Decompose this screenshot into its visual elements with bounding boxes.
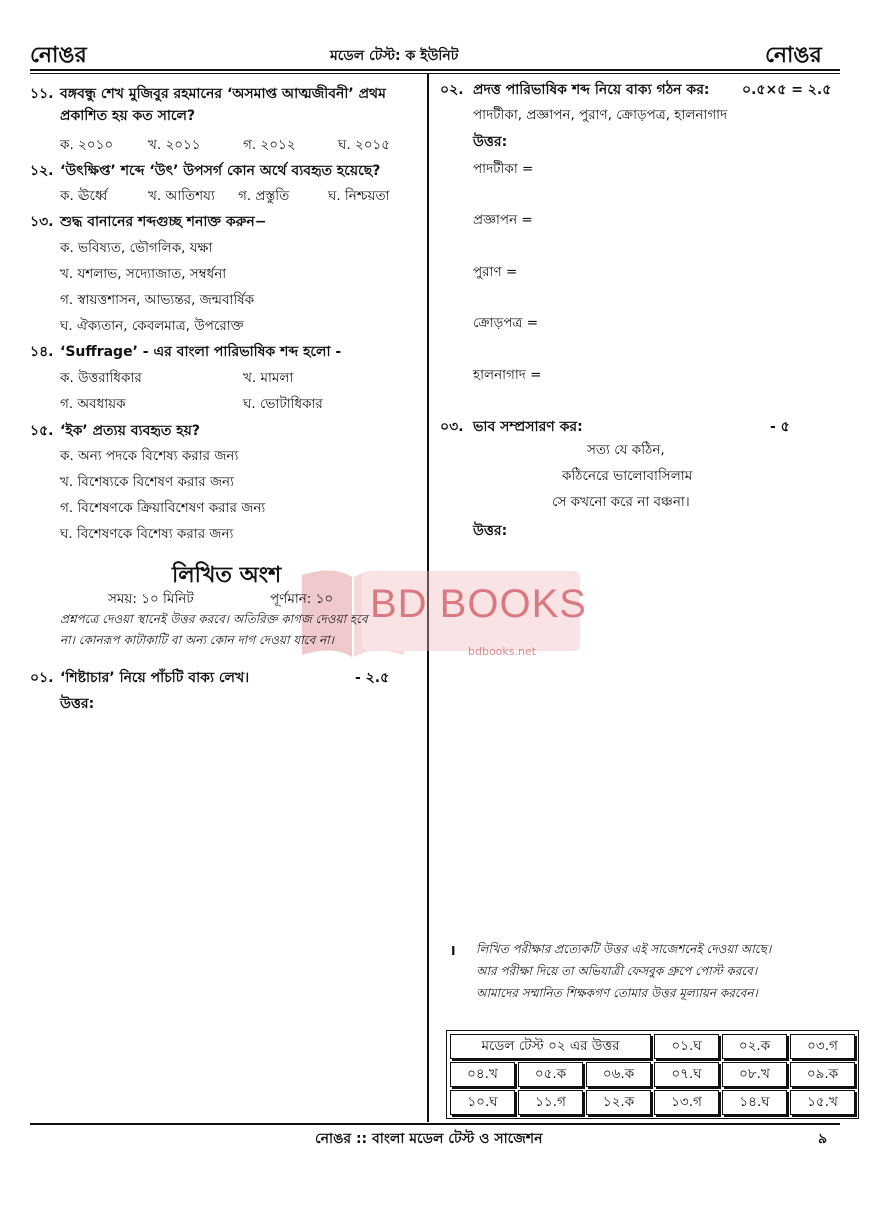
term-line: পাদটীকা = xyxy=(473,161,534,177)
question-number: ০৩. xyxy=(440,419,464,435)
option: খ. যশলাভ, সদ্যোজাত, সম্বর্ধনা xyxy=(60,266,227,282)
option: ঘ. নিশ্চয়তা xyxy=(328,188,390,204)
answer-cell: ১১.গ xyxy=(518,1090,583,1115)
footer-rule xyxy=(30,1123,840,1125)
answer-label: উত্তর: xyxy=(473,134,508,150)
poem-line: কঠিনেরে ভালোবাসিলাম xyxy=(562,468,693,484)
question-number: ১৩. xyxy=(30,214,54,230)
answer-cell: ০১.ঘ xyxy=(654,1034,719,1059)
written-time: সময়: ১০ মিনিট xyxy=(108,591,194,607)
note-line: আমাদের সম্মানিত শিক্ষকগণ তোমার উত্তর মূল্যায়ন করবেন। xyxy=(476,986,758,1000)
question-number: ১৫. xyxy=(30,423,54,439)
question-marks: - ২.৫ xyxy=(355,670,390,686)
answer-cell: ০৬.ক xyxy=(586,1062,651,1087)
header-rule xyxy=(30,69,840,71)
header-rule-thin xyxy=(30,73,840,74)
written-instruction-cont: না। কোনরূপ কাটাকাটি বা অন্য কোন দাগ দেওয়া যাবে না। xyxy=(60,633,334,647)
option: ক. ঊর্ধ্বে xyxy=(60,188,108,204)
footer-text: নোঙর :: বাংলা মডেল টেস্ট ও সাজেশন xyxy=(315,1131,543,1147)
answer-cell: ১২.ক xyxy=(586,1090,651,1115)
question-number: ০২. xyxy=(440,82,464,98)
written-section-heading: লিখিত অংশ xyxy=(172,563,282,588)
question-text: ‘ইক’ প্রত্যয় ব্যবহৃত হয়? xyxy=(60,423,200,439)
question-text: ‘Suffrage’ - এর বাংলা পারিভাষিক শব্দ হলো - xyxy=(60,344,342,360)
option: ক. ভবিষ্যত, ভৌগলিক, যক্ষা xyxy=(60,240,213,256)
question-marks: ০.৫×৫ = ২.৫ xyxy=(742,82,832,98)
question-number: ০১. xyxy=(30,670,54,686)
written-instruction: প্রশ্নপত্রে দেওয়া স্থানেই উত্তর করবে। অতিরিক্ত কাগজ দেওয়া হবে xyxy=(60,612,368,626)
option: খ. আতিশয্য xyxy=(148,188,215,204)
question-text: বঙ্গবন্ধু শেখ মুজিবুর রহমানের ‘অসমাপ্ত আত্মজীবনী’ প্রথম xyxy=(60,86,386,102)
option: ক. অন্য পদকে বিশেষ্য করার জন্য xyxy=(60,448,239,464)
answer-cell: ১০.ঘ xyxy=(450,1090,515,1115)
poem-line: সে কখনো করে না বঞ্চনা। xyxy=(552,494,690,510)
option: খ. মামলা xyxy=(243,370,294,386)
term-list: পাদটীকা, প্রজ্ঞাপন, পুরাণ, ক্রোড়পত্র, হালনাগাদ xyxy=(473,107,728,123)
logo-right: নোঙর xyxy=(765,42,822,68)
question-text: ভাব সম্প্রসারণ কর: xyxy=(473,419,583,435)
logo-left: নোঙর xyxy=(30,42,87,68)
option: খ. বিশেষ্যকে বিশেষণ করার জন্য xyxy=(60,474,234,490)
answer-cell: ১৪.ঘ xyxy=(722,1090,787,1115)
option: গ. ২০১২ xyxy=(243,137,296,153)
option: গ. অবধায়ক xyxy=(60,396,126,412)
answer-label: উত্তর: xyxy=(60,696,95,712)
answer-cell: ০২.ক xyxy=(722,1034,787,1059)
answer-cell: ১৫.খ xyxy=(790,1090,855,1115)
watermark-text: BD BOOKS xyxy=(370,582,587,626)
answer-cell: ১৩.গ xyxy=(654,1090,719,1115)
page-number: ৯ xyxy=(818,1131,828,1147)
option: ক. উত্তরাধিকার xyxy=(60,370,142,386)
page-header-title: মডেল টেস্ট: ক ইউনিট xyxy=(330,48,459,64)
option: খ. ২০১১ xyxy=(148,137,201,153)
question-number: ১২. xyxy=(30,163,54,179)
option: ঘ. ২০১৫ xyxy=(338,137,390,153)
term-line: পুরাণ = xyxy=(473,264,518,280)
option: গ. স্বায়ত্তশাসন, আভ্যন্তর, জন্মবার্ষিক xyxy=(60,292,255,308)
answer-key-title: মডেল টেস্ট ০২ এর উত্তর xyxy=(450,1034,651,1059)
term-line: হালনাগাদ = xyxy=(473,367,542,383)
option: ক. ২০১০ xyxy=(60,137,114,153)
note-line: আর পরীক্ষা দিয়ে তা অভিযাত্রী ফেসবুক গ্রুপে পোস্ট করবে। xyxy=(476,964,758,978)
question-marks: - ৫ xyxy=(770,419,790,435)
poem-line: সত্য যে কঠিন, xyxy=(587,442,665,458)
option: ঘ. ভোটাধিকার xyxy=(243,396,323,412)
answer-cell: ০৫.ক xyxy=(518,1062,583,1087)
note-line: লিখিত পরীক্ষার প্রত্যেকটি উত্তর এই সাজেশনেই দেওয়া আছে। xyxy=(476,942,772,956)
question-number: ১৪. xyxy=(30,344,54,360)
answer-cell: ০৪.খ xyxy=(450,1062,515,1087)
option: ঘ. ঐক্যতান, কেবলমাত্র, উপরোক্ত xyxy=(60,318,244,334)
note-bullet: I xyxy=(451,944,456,958)
answer-key-table xyxy=(446,1030,859,1119)
option: ঘ. বিশেষণকে বিশেষ্য করার জন্য xyxy=(60,526,234,542)
answer-label: উত্তর: xyxy=(473,523,508,539)
option: গ. প্রস্তুতি xyxy=(238,188,290,204)
answer-cell: ০৮.খ xyxy=(722,1062,787,1087)
written-marks: পূর্ণমান: ১০ xyxy=(270,591,334,607)
answer-cell: ০৩.গ xyxy=(790,1034,855,1059)
question-text-cont: প্রকাশিত হয় কত সালে? xyxy=(60,108,196,124)
answer-cell: ০৭.ঘ xyxy=(654,1062,719,1087)
question-text: ‘শিষ্টাচার’ নিয়ে পাঁচটি বাক্য লেখ। xyxy=(60,670,250,686)
question-text: ‘উৎক্ষিপ্ত’ শব্দে ‘উৎ’ উপসর্গ কোন অর্থে ব্যবহৃত হয়েছে? xyxy=(60,163,381,179)
question-number: ১১. xyxy=(30,86,54,102)
term-line: প্রজ্ঞাপন = xyxy=(473,212,533,228)
question-text: প্রদত্ত পারিভাষিক শব্দ নিয়ে বাক্য গঠন কর: xyxy=(473,82,710,98)
term-line: ক্রোড়পত্র = xyxy=(473,315,539,331)
answer-cell: ০৯.ক xyxy=(790,1062,855,1087)
watermark-url: bdbooks.net xyxy=(468,645,537,658)
option: গ. বিশেষণকে ক্রিয়াবিশেষণ করার জন্য xyxy=(60,500,266,516)
question-text: শুদ্ধ বানানের শব্দগুচ্ছ শনাক্ত করুন− xyxy=(60,214,267,230)
